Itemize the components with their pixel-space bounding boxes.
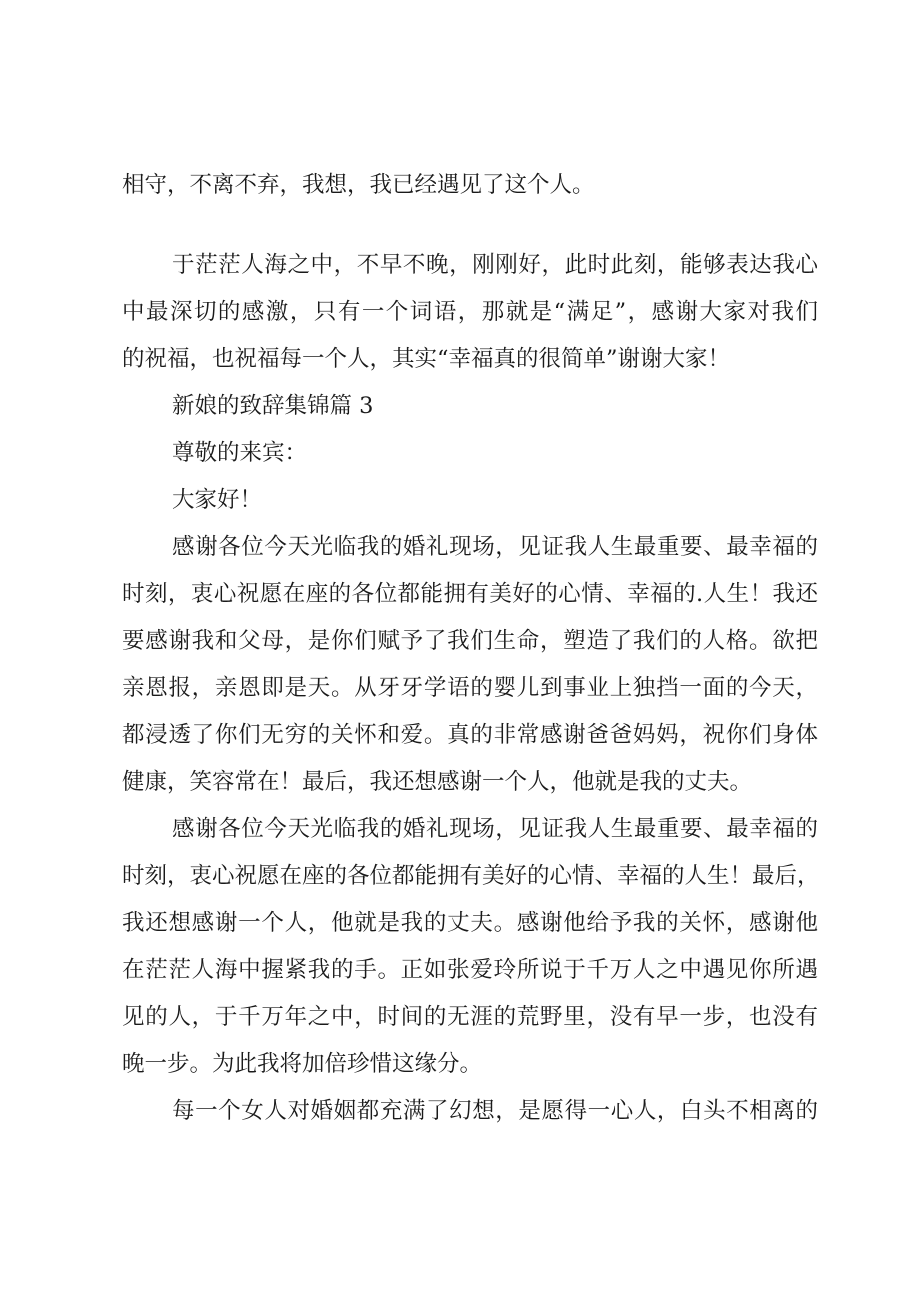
text-line: 健康，笑容常在！最后，我还想感谢一个人，他就是我的丈夫。 [122, 769, 753, 795]
salutation: 尊敬的来宾： [172, 440, 308, 466]
greeting: 大家好！ [172, 487, 263, 513]
text-line: 每一个女人对婚姻都充满了幻想，是愿得一心人，白头不相离的 [172, 1098, 818, 1124]
text-line: 都浸透了你们无穷的关怀和爱。真的非常感谢爸爸妈妈，祝你们身体 [122, 722, 818, 748]
text-line: 晚一步。为此我将加倍珍惜这缘分。 [122, 1051, 483, 1077]
text-line: 感谢各位今天光临我的婚礼现场，见证我人生最重要、最幸福的 [172, 816, 818, 842]
text-line: 感谢各位今天光临我的婚礼现场，见证我人生最重要、最幸福的 [172, 534, 818, 560]
section-heading: 新娘的致辞集锦篇 3 [172, 393, 374, 419]
text-line: 于茫茫人海之中，不早不晚，刚刚好，此时此刻，能够表达我心 [172, 252, 818, 278]
text-line: 时刻，衷心祝愿在座的各位都能拥有美好的心情、幸福的人生！最后， [122, 863, 820, 889]
text-line: 中最深切的感激，只有一个词语，那就是“满足”，感谢大家对我们 [122, 299, 818, 325]
text-line: 时刻，衷心祝愿在座的各位都能拥有美好的心情、幸福的.人生！我还 [122, 581, 818, 607]
text-line: 见的人，于千万年之中，时间的无涯的荒野里，没有早一步，也没有 [122, 1004, 818, 1030]
text-line: 我还想感谢一个人，他就是我的丈夫。感谢他给予我的关怀，感谢他 [122, 910, 818, 936]
text-line: 相守，不离不弃，我想，我已经遇见了这个人。 [122, 172, 595, 198]
text-line: 要感谢我和父母，是你们赋予了我们生命，塑造了我们的人格。欲把 [122, 628, 818, 654]
text-line: 的祝福，也祝福每一个人，其实“幸福真的很简单”谢谢大家！ [122, 346, 731, 372]
text-line: 在茫茫人海中握紧我的手。正如张爱玲所说于千万人之中遇见你所遇 [122, 957, 818, 983]
text-line: 亲恩报，亲恩即是天。从牙牙学语的婴儿到事业上独挡一面的今天， [122, 675, 818, 701]
